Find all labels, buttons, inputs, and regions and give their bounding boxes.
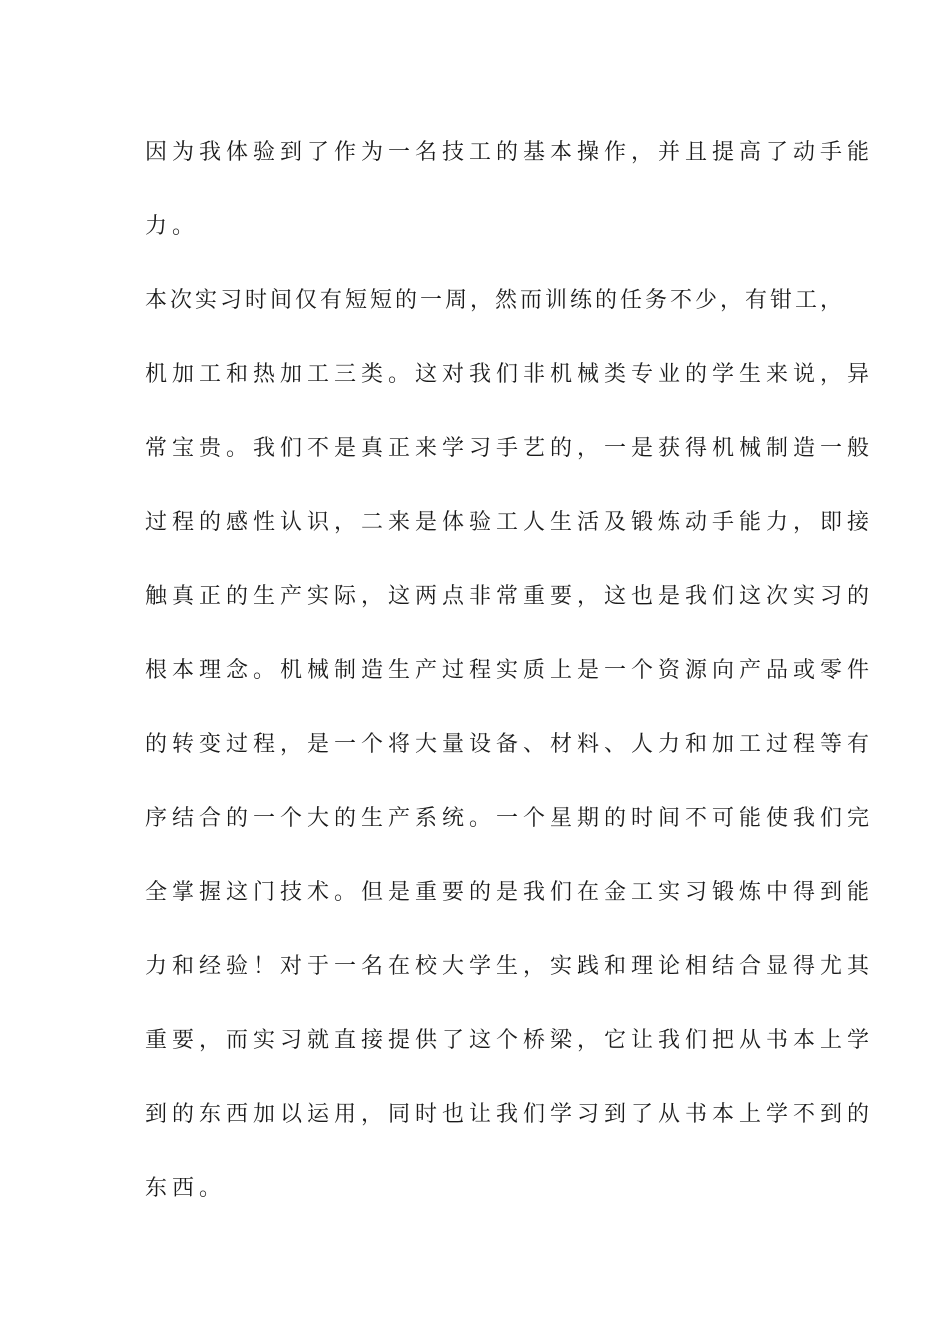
text-line: 到的东西加以运用，同时也让我们学习到了从书本上学不到的 [145,1102,875,1127]
text-line: 力和经验！对于一名在校大学生，实践和理论相结合显得尤其 [145,954,875,979]
text-line: 机加工和热加工三类。这对我们非机械类专业的学生来说，异 [145,362,875,387]
text-line: 触真正的生产实际，这两点非常重要，这也是我们这次实习的 [145,584,875,609]
text-line: 常宝贵。我们不是真正来学习手艺的，一是获得机械制造一般 [145,436,875,461]
text-line: 东西。 [145,1176,227,1201]
text-line: 过程的感性认识，二来是体验工人生活及锻炼动手能力，即接 [145,510,875,535]
text-line: 重要，而实习就直接提供了这个桥梁，它让我们把从书本上学 [145,1028,875,1053]
text-line: 根本理念。机械制造生产过程实质上是一个资源向产品或零件 [145,658,875,683]
text-line: 的转变过程，是一个将大量设备、材料、人力和加工过程等有 [145,732,875,757]
text-line: 本次实习时间仅有短短的一周，然而训练的任务不少，有钳工， [145,288,846,313]
text-line: 因为我体验到了作为一名技工的基本操作，并且提高了动手能 [145,140,875,165]
text-line: 力。 [145,214,200,239]
text-line: 序结合的一个大的生产系统。一个星期的时间不可能使我们完 [145,806,875,831]
text-line: 全掌握这门技术。但是重要的是我们在金工实习锻炼中得到能 [145,880,875,905]
